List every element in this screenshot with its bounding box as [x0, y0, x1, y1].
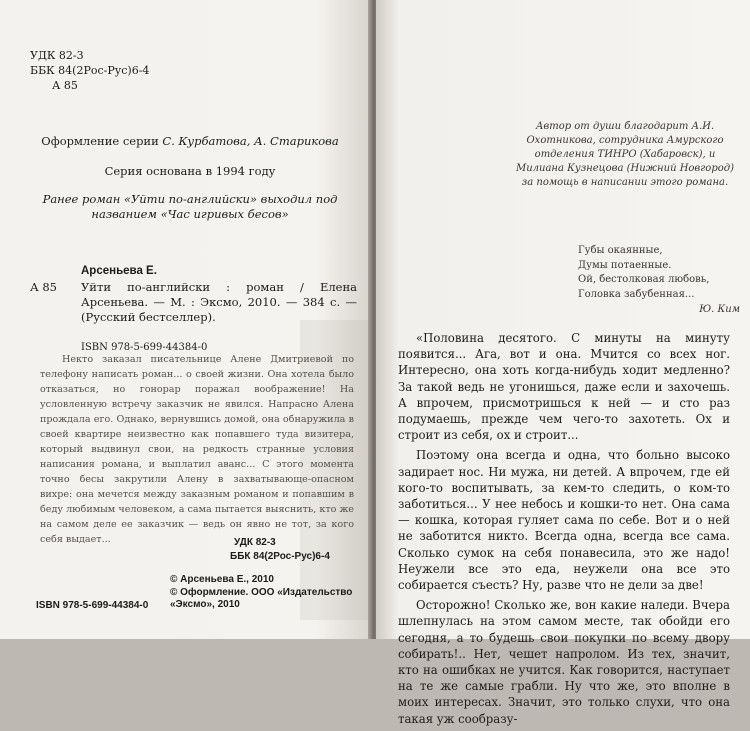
bbk-code: ББК 84(2Рос-Рус)6-4: [30, 64, 150, 77]
series-design-credit: [20, 134, 360, 148]
bib-code: А 85: [30, 280, 57, 294]
paragraph: Осторожно! Сколько же, вон какие наледи. Вчера шлепнулась на этом самом месте, так обойди его сегодня, а то будешь свои покупки по всему двору собирать!.. Нет, чешет напролом. Из тех, значит, кто на ошибках не учится. Как говорится, наступает на те же самые грабли. Ну что же, это вполне в моих интересах. Значит, это только слухи, что она такая уж сообразу-: [398, 598, 730, 726]
designers: С. Курбатова, А. Старикова: [162, 134, 339, 148]
udk-footer: [230, 536, 370, 564]
poem-line: Губы окаянные,: [578, 245, 663, 256]
paragraph: Поэтому она всегда и одна, что больно высоко задирает нос. Ни мужа, ни детей. А впрочем, где ей кого-то воспитывать, за кем-то следить, о ком-то заботиться... У нее небось и кошки-то нет. Она сама — кошка, которая гуляет сама по себе. Вот и о ней не заботится никто. Всегда одна, всегда все сама. Сколько сумок на себя понавесила, это же надо! Неужели все это еда, неужели она все это собирается съесть? Ну, разве что не дели за две!: [398, 448, 730, 593]
epigraph-poem: [578, 244, 738, 302]
book-annotation: Некто заказал писательнице Алене Дмитриевой по телефону написать роман... о своей жизни. Она хотела было отказаться, но гонорар поражал воображение! На условленную встречу заказчик не явился. Напрасно Алена прождала его. Однако, вернувшись домой, она обнаружила в своей квартире неизвестно как попавшего туда визитера, который выдвинул свои, на редкость странные условия написания романа, и выплатил аванс... С этого момента точно бесы закрутили Алену в захватывающе-опасном вихре: она мечется между заказным романом и попавшим в беду любимым человеком, а сама пытается выяснить, кто же на самом деле ее заказчик — ведь он явно не тот, за кого себя выдает...: [40, 354, 354, 545]
bib-author: Арсеньева Е.: [81, 265, 157, 277]
previous-title-note: Ранее роман «Уйти по-английски» выходил под названием «Час игривых бесов»: [42, 192, 338, 221]
author-sign: А 85: [52, 79, 78, 92]
poem-line: Ой, бестолковая любовь,: [578, 274, 710, 285]
poem-line: Думы потаенные.: [578, 259, 672, 271]
poem-line: Головка забубенная...: [578, 288, 695, 300]
copyright-author: © Арсеньева Е., 2010: [170, 574, 274, 585]
dedication: Автор от души благодарит А.И. Охотникова, сотрудника Амурского отделения ТИНРО (Хабаровск), и Милиана Кузнецова (Нижний Новгород) за помощь в написании этого романа.: [515, 121, 734, 188]
paragraph: «Половина десятого. С минуты на минуту появится... Ага, вот и она. Мчится со всех ног. Интересно, она хоть когда-нибудь ходит медленно? За такой ведь не угонишься, даже если и захочешь. А впрочем, присмотришься к ней — и сто раз подумаешь, прежде чем чего-то захотеть. Ох и строит из себя, ох и строит...: [398, 331, 730, 443]
isbn-footer: ISBN 978-5-699-44384-0: [36, 600, 149, 611]
left-page: [0, 0, 372, 639]
bbk-code-bottom: ББК 84(2Рос-Рус)6-4: [230, 551, 330, 562]
design-prefix: Оформление серии: [41, 134, 163, 148]
copyright-design: © Оформление. ООО «Издательство «Эксмо», 2010: [170, 586, 353, 610]
udk-code-bottom: УДК 82-3: [234, 537, 276, 548]
epigraph-author: Ю. Ким: [699, 304, 740, 315]
copyright-block: [170, 574, 370, 612]
chapter-body-text: [398, 330, 730, 731]
udk-code: УДК 82-3: [30, 49, 84, 62]
udk-header: [30, 48, 230, 93]
bib-description: Уйти по-английски : роман / Елена Арсеньева. — М. : Эксмо, 2010. — 384 с. — (Русский бестселлер).: [81, 280, 357, 324]
series-founded-note: Серия основана в 1994 году: [104, 164, 276, 178]
bib-isbn: ISBN 978-5-699-44384-0: [81, 342, 208, 353]
